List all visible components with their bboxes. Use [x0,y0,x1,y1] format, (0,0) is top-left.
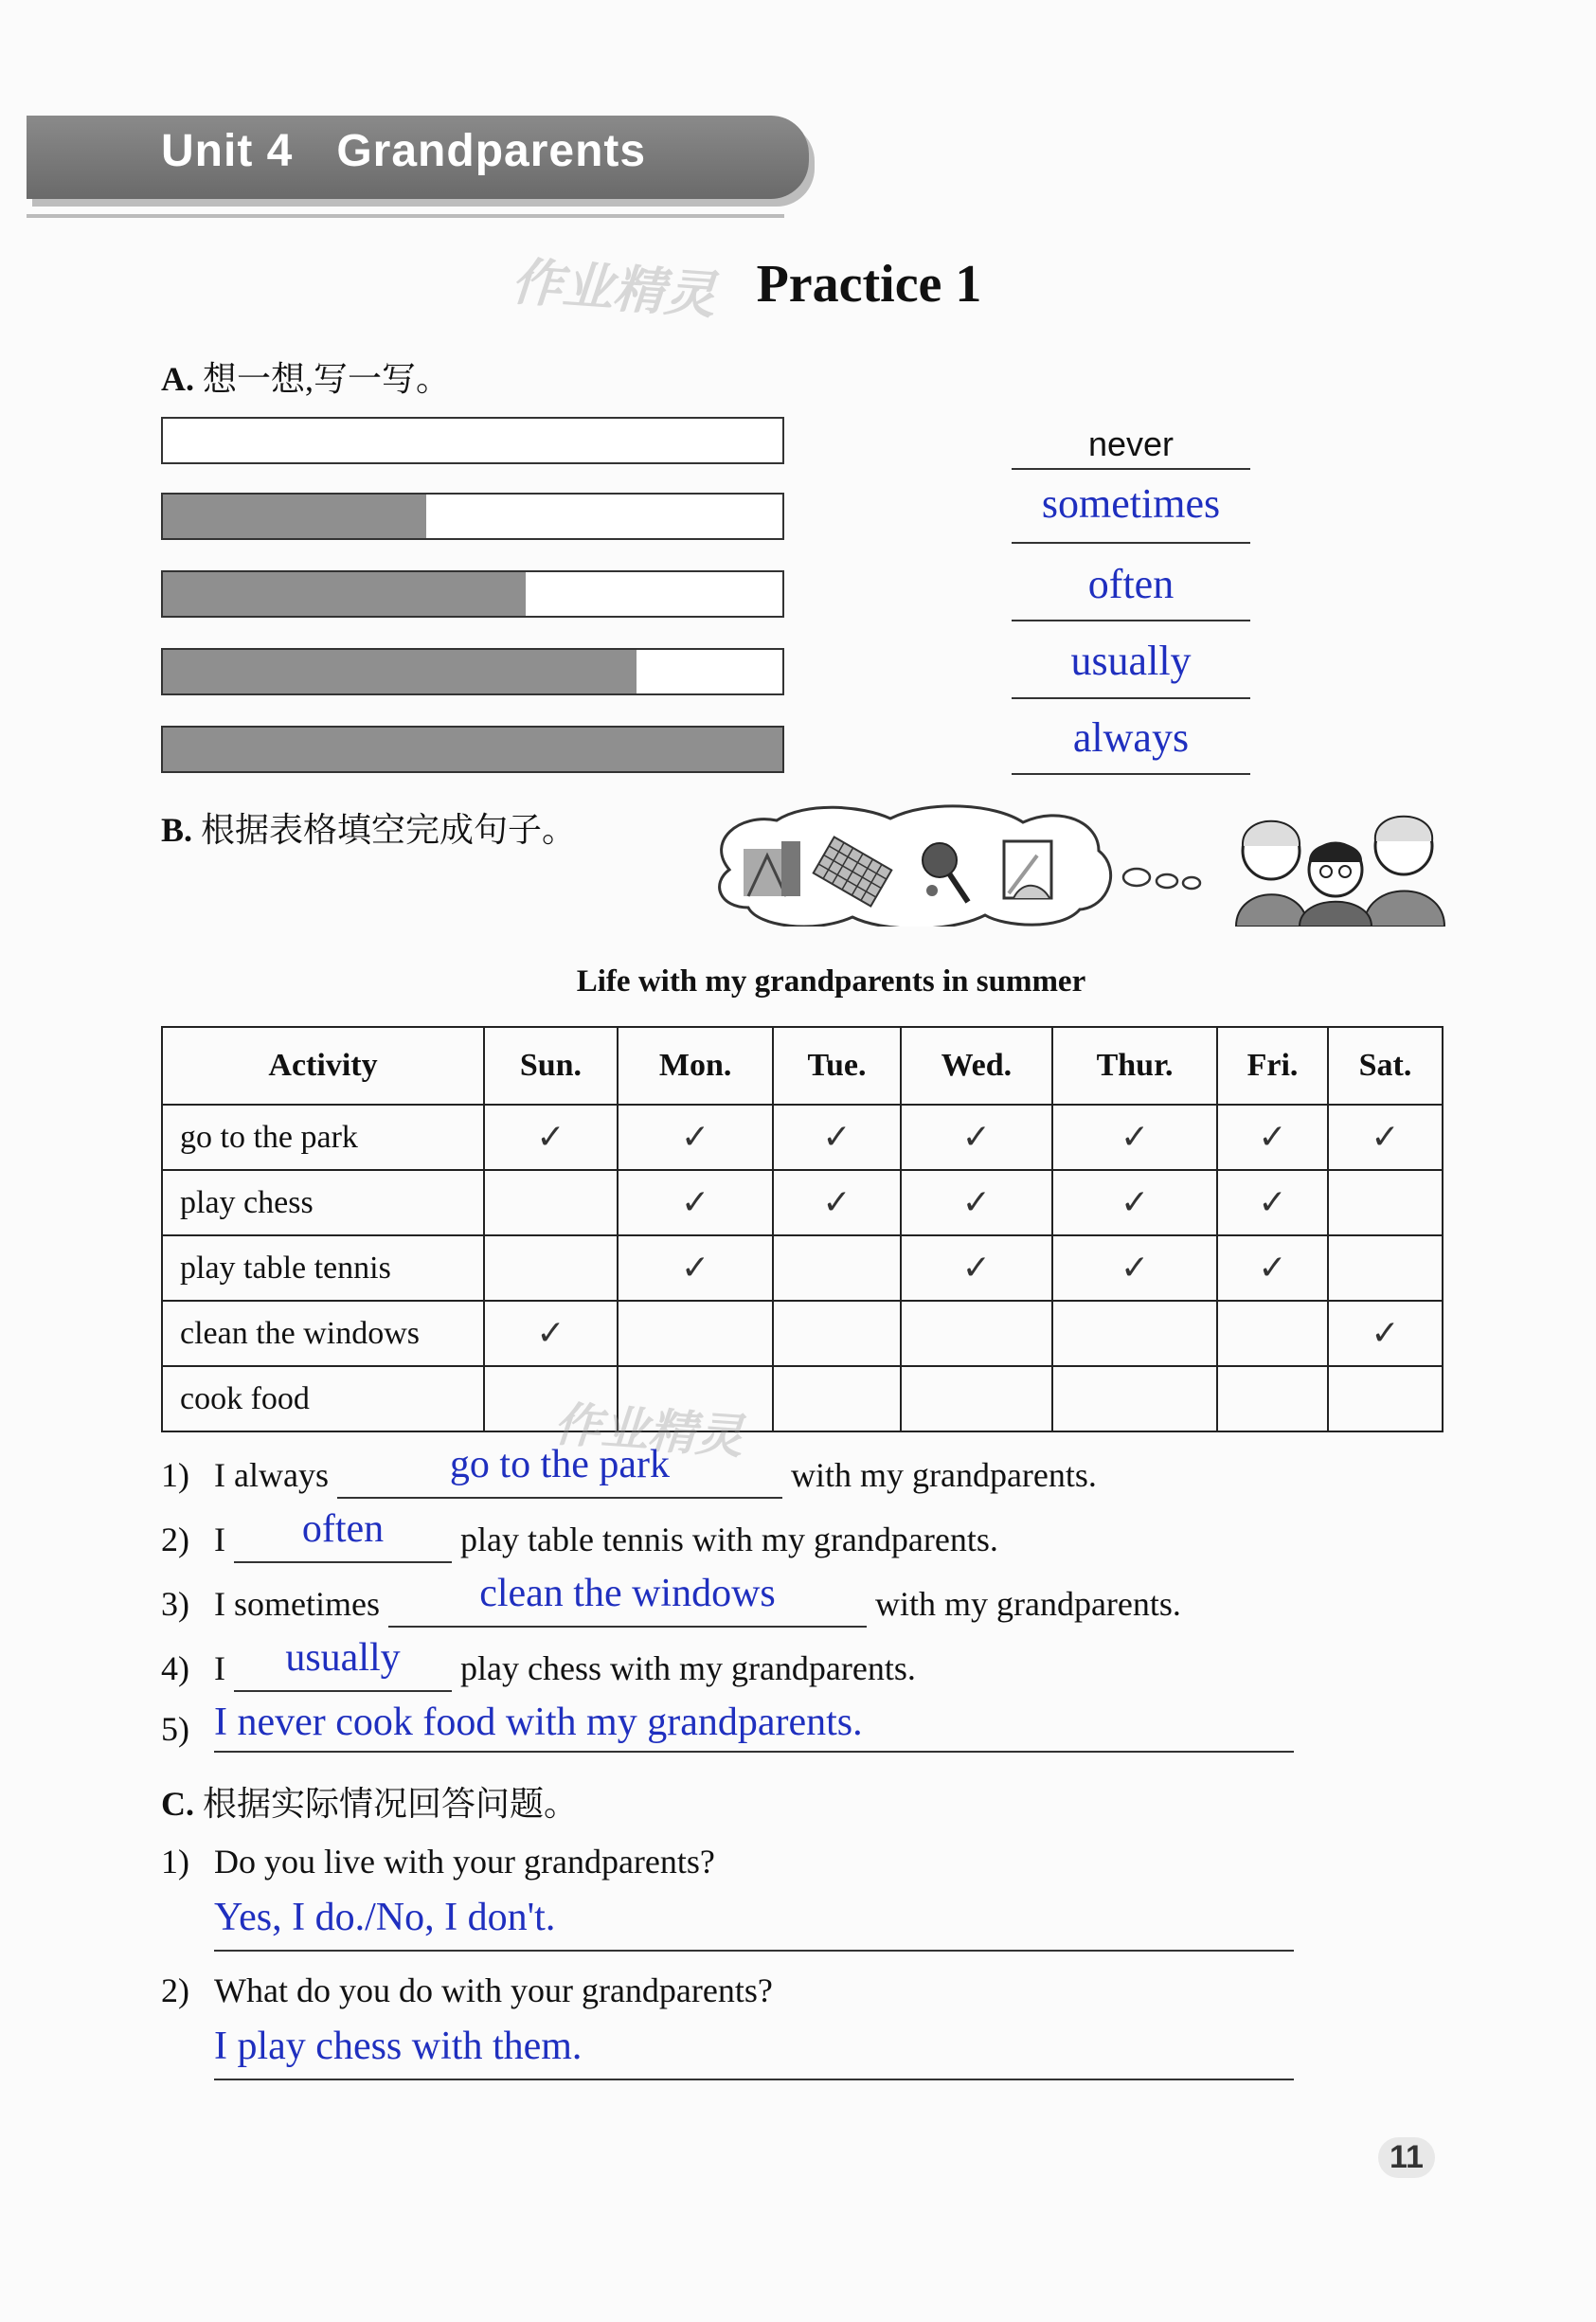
answer-usually: usually [1070,638,1192,684]
watermark-top: 作业精灵 [509,251,718,326]
answer-often: often [1087,561,1175,607]
empty-cell [1328,1170,1443,1235]
family-illustration [1236,817,1444,927]
check-mark-cell: ✓ [1052,1105,1217,1170]
empty-cell [773,1235,900,1301]
check-mark-cell: ✓ [1052,1235,1217,1301]
question-1 [161,1842,715,1881]
answer-blank [388,1572,867,1628]
bubble-dot [1183,877,1200,889]
section-b-heading [161,803,576,852]
table-row [162,1105,1443,1170]
question-number: 2) [161,1971,189,2009]
empty-cell [1328,1366,1443,1431]
check-mark-cell: ✓ [1328,1301,1443,1366]
empty-cell [901,1301,1053,1366]
empty-cell [484,1235,618,1301]
column-header: Sat. [1328,1027,1443,1105]
section-a-instruction: 想一想,写一写。 [203,360,451,398]
section-c-label: C. [161,1785,194,1823]
answer-never: never [1087,424,1175,463]
column-header: Tue. [773,1027,900,1105]
check-mark-cell: ✓ [618,1235,773,1301]
question-number: 1) [161,1843,189,1881]
activity-cell: cook food [162,1366,484,1431]
unit-number: Unit 4 [161,126,294,176]
answer-text: I never cook food with my grandparents. [214,1701,863,1744]
window-cleaning-icon [1004,841,1051,898]
section-b-instruction: 根据表格填空完成句子。 [201,811,577,849]
bar-fill [163,728,782,771]
banner-shadow-line [27,214,784,218]
empty-cell [618,1301,773,1366]
sentence-3 [161,1572,1181,1628]
sentence-1 [161,1443,1097,1499]
sentence-text: I [214,1521,225,1558]
question-2 [161,1971,773,2010]
answer-blank [234,1507,452,1563]
unit-heading [161,125,646,177]
bubble-dot [1157,874,1177,888]
section-a-heading [161,352,450,401]
empty-cell [901,1366,1053,1431]
check-mark-cell: ✓ [618,1170,773,1235]
answer-line [1012,620,1250,621]
sentence-number: 3) [161,1585,189,1623]
answer-sometimes: sometimes [1041,480,1221,527]
section-b-label: B. [161,811,193,849]
bar-fill [163,572,526,616]
answer-text: Yes, I do./No, I don't. [214,1896,556,1939]
activity-cell: clean the windows [162,1301,484,1366]
section-c-heading [161,1777,578,1826]
answer-line [1012,468,1250,470]
answer-line-2 [214,2024,1294,2080]
empty-cell [1217,1366,1328,1431]
sentence-text: I always [214,1456,329,1494]
check-mark-cell: ✓ [618,1105,773,1170]
table-row [162,1366,1443,1431]
sentence-number: 5) [161,1710,189,1748]
sentence-text: I [214,1649,225,1687]
sentence-number: 4) [161,1649,189,1687]
check-mark-cell: ✓ [1328,1105,1443,1170]
frequency-bar-never [161,417,784,464]
table-row [162,1170,1443,1235]
activity-cell: play chess [162,1170,484,1235]
sentence-number: 1) [161,1456,189,1494]
check-mark-cell: ✓ [484,1105,618,1170]
empty-cell [484,1170,618,1235]
answer-text: I play chess with them. [214,2025,583,2068]
answer-line [1012,773,1250,775]
activity-table [161,1026,1444,1432]
empty-cell [1217,1301,1328,1366]
question-text: What do you do with your grandparents? [214,1971,773,2009]
bubble-dot [1123,869,1150,886]
frequency-bar-sometimes [161,493,784,540]
frequency-bar-usually [161,648,784,695]
answer-text: often [301,1507,385,1551]
empty-cell [773,1301,900,1366]
check-mark-cell: ✓ [484,1301,618,1366]
sentence-text: play table tennis with my grandparents. [460,1521,998,1558]
answer-blank [337,1443,782,1499]
column-header: Sun. [484,1027,618,1105]
column-header: Wed. [901,1027,1053,1105]
sentence-5 [161,1701,1294,1753]
sentence-text: play chess with my grandparents. [460,1649,916,1687]
page-number: 11 [1378,2137,1435,2178]
section-a-label: A. [161,360,194,398]
column-header: Mon. [618,1027,773,1105]
park-icon [744,841,800,896]
activity-cell: go to the park [162,1105,484,1170]
table-row [162,1235,1443,1301]
table-row [162,1301,1443,1366]
bar-fill [163,650,637,693]
empty-cell [1052,1301,1217,1366]
answer-always: always [1072,714,1190,761]
check-mark-cell: ✓ [1217,1235,1328,1301]
column-header: Activity [162,1027,484,1105]
answer-text: go to the park [449,1443,671,1486]
table-header-row [162,1027,1443,1105]
sentence-2 [161,1507,998,1563]
thought-bubble-illustration [701,803,1449,927]
frequency-bar-often [161,570,784,618]
answer-line [1012,697,1250,699]
sentence-text: I sometimes [214,1585,380,1623]
unit-title: Grandparents [336,126,647,176]
column-header: Thur. [1052,1027,1217,1105]
sentence-4 [161,1636,916,1692]
check-mark-cell: ✓ [773,1105,900,1170]
check-mark-cell: ✓ [901,1105,1053,1170]
answer-line [1012,542,1250,544]
check-mark-cell: ✓ [773,1170,900,1235]
check-mark-cell: ✓ [1217,1170,1328,1235]
check-mark-cell: ✓ [1052,1170,1217,1235]
bar-fill [163,495,426,538]
answer-line-1 [214,1895,1294,1952]
page-title: Practice 1 [756,255,982,314]
sentence-number: 2) [161,1521,189,1558]
section-c-instruction: 根据实际情况回答问题。 [203,1785,579,1823]
activity-cell: play table tennis [162,1235,484,1301]
question-text: Do you live with your grandparents? [214,1843,715,1881]
check-mark-cell: ✓ [901,1235,1053,1301]
answer-text: clean the windows [479,1572,776,1615]
column-header: Fri. [1217,1027,1328,1105]
table-title: Life with my grandparents in summer [576,964,1086,999]
answer-blank [214,1701,1294,1753]
answer-text: usually [285,1636,401,1680]
check-mark-cell: ✓ [1217,1105,1328,1170]
empty-cell [1052,1366,1217,1431]
answer-blank [234,1636,452,1692]
sentence-text: with my grandparents. [874,1585,1181,1623]
watermark-middle: 作业精灵 [551,1396,745,1465]
check-mark-cell: ✓ [901,1170,1053,1235]
frequency-bar-always [161,726,784,773]
empty-cell [1328,1235,1443,1301]
sentence-text: with my grandparents. [790,1456,1097,1494]
empty-cell [773,1366,900,1431]
